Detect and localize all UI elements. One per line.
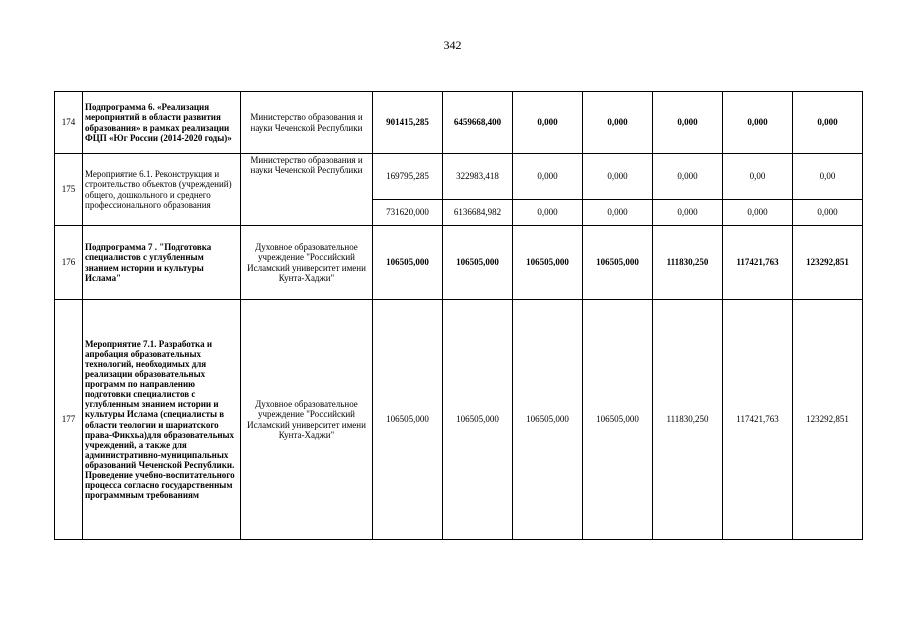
value-cell: 0,000 (513, 92, 583, 154)
value-cell: 106505,000 (583, 226, 653, 300)
value-cell: 123292,851 (793, 300, 863, 540)
value-cell: 0,000 (653, 92, 723, 154)
value-cell: 0,000 (723, 200, 793, 226)
value-cell: 0,000 (513, 154, 583, 200)
value-cell: 111830,250 (653, 300, 723, 540)
value-cell: 106505,000 (443, 226, 513, 300)
value-cell: 106505,000 (513, 226, 583, 300)
value-cell: 0,000 (513, 200, 583, 226)
value-cell: 111830,250 (653, 226, 723, 300)
value-cell: 0,000 (583, 92, 653, 154)
value-cell: 6136684,982 (443, 200, 513, 226)
value-cell: 106505,000 (583, 300, 653, 540)
table-row (55, 226, 863, 300)
table-row (55, 154, 863, 200)
value-cell: 0,00 (723, 154, 793, 200)
row-number: 175 (55, 154, 83, 226)
value-cell: 0,000 (723, 92, 793, 154)
responsible-org: Духовное образовательное учреждение "Российский Исламский университет имени Кунта-Хаджи" (241, 226, 373, 300)
value-cell: 0,000 (653, 154, 723, 200)
value-cell: 117421,763 (723, 226, 793, 300)
value-cell: 6459668,400 (443, 92, 513, 154)
value-cell: 0,000 (793, 200, 863, 226)
program-name: Мероприятие 6.1. Реконструкция и строительство объектов (учреждений) общего, дошкольного и среднего профессионального образования (83, 154, 241, 226)
value-cell: 169795,285 (373, 154, 443, 200)
value-cell: 106505,000 (443, 300, 513, 540)
row-number: 174 (55, 92, 83, 154)
value-cell: 117421,763 (723, 300, 793, 540)
table-row (55, 92, 863, 154)
budget-table (54, 91, 863, 540)
responsible-org: Министерство образования и науки Чеченской Республики (241, 92, 373, 154)
page-number: 342 (443, 38, 462, 52)
value-cell: 0,000 (583, 154, 653, 200)
value-cell: 106505,000 (373, 226, 443, 300)
table-row (55, 300, 863, 540)
responsible-org: Министерство образования и науки Чеченской Республики (241, 154, 373, 226)
row-number: 176 (55, 226, 83, 300)
responsible-org: Духовное образовательное учреждение "Российский Исламский университет имени Кунта-Хаджи" (241, 300, 373, 540)
value-cell: 322983,418 (443, 154, 513, 200)
row-number: 177 (55, 300, 83, 540)
value-cell: 0,000 (583, 200, 653, 226)
value-cell: 0,000 (653, 200, 723, 226)
value-cell: 106505,000 (373, 300, 443, 540)
value-cell: 731620,000 (373, 200, 443, 226)
program-name: Подпрограмма 6. «Реализация мероприятий в области развития образования» в рамках реализации ФЦП «Юг России (2014-2020 годы)» (83, 92, 241, 154)
value-cell: 0,000 (793, 92, 863, 154)
value-cell: 106505,000 (513, 300, 583, 540)
program-name: Подпрограмма 7 . "Подготовка специалистов с углубленным знанием истории и культуры Ислама" (83, 226, 241, 300)
program-name: Мероприятие 7.1. Разработка и апробация образовательных технологий, необходимых для реализации образовательных программ по направлению подготовки специалистов с углубленным знанием истории и культуры Ислама (специалисты в области теологии и шариатского права-Фикхьа)для образовательных учреждений, а также для административно-муниципальных образований Чеченской Республики. Проведение учебно-воспитательного процесса согласно государственным программным требованиям (83, 300, 241, 540)
value-cell: 123292,851 (793, 226, 863, 300)
value-cell: 901415,285 (373, 92, 443, 154)
value-cell: 0,00 (793, 154, 863, 200)
